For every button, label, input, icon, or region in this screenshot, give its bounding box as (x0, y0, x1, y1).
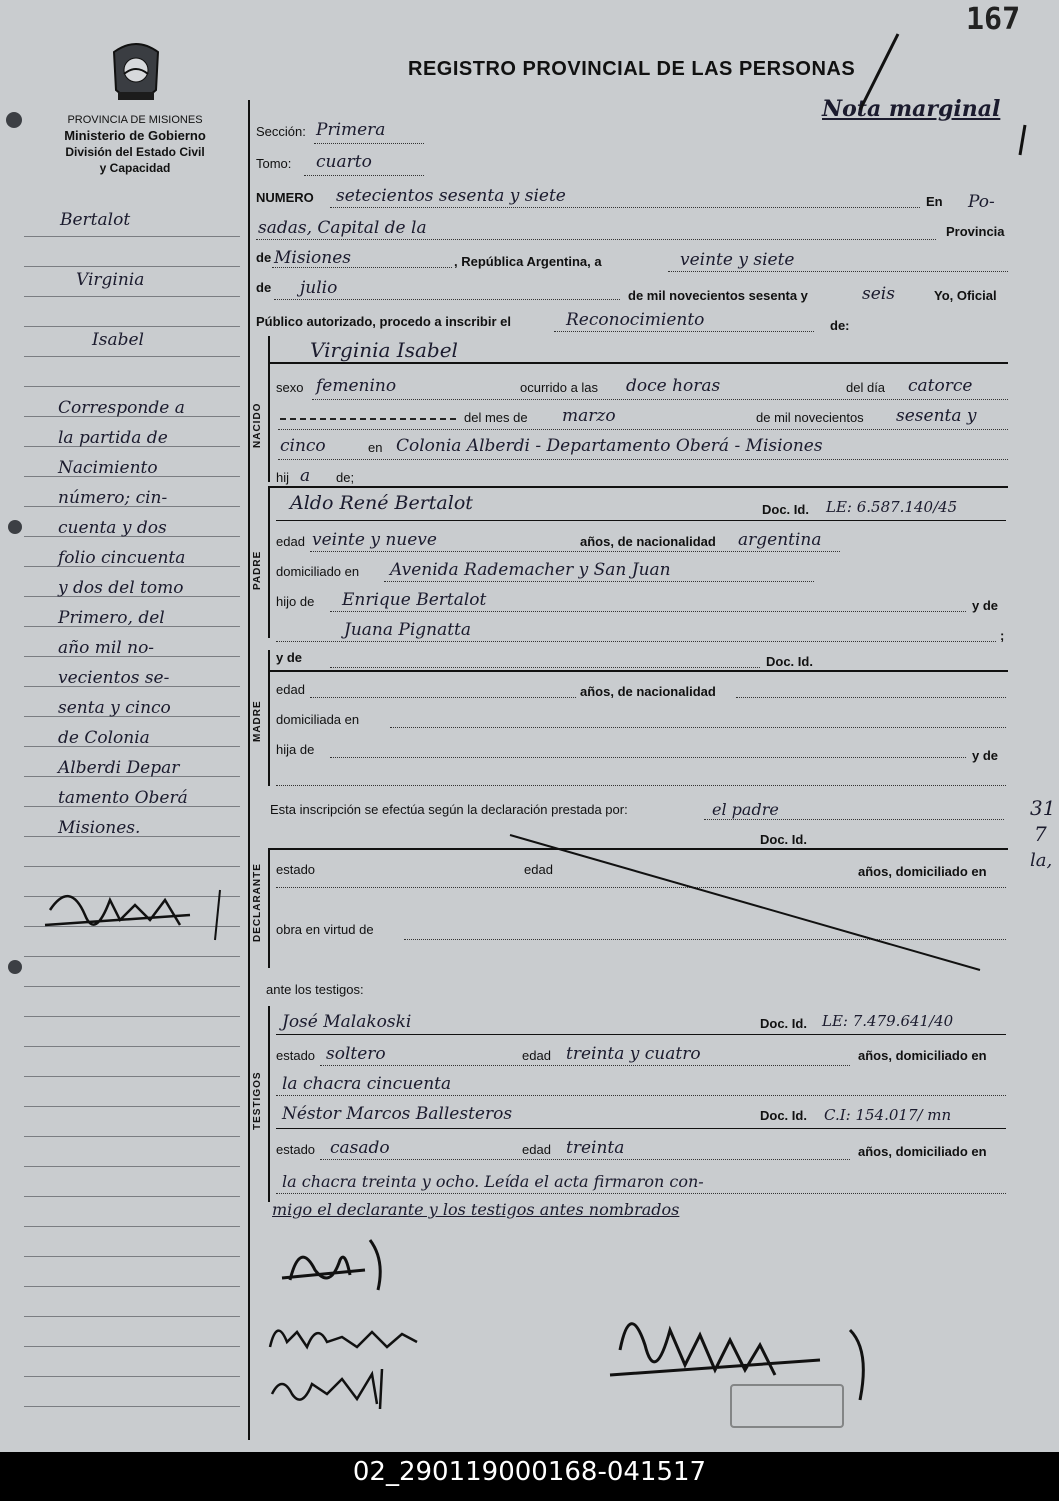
testigos-section-label: TESTIGOS (252, 1071, 263, 1130)
mes-label: del mes de (464, 410, 528, 425)
declarante-intro-value: el padre (712, 800, 779, 819)
madre-nac-label: años, de nacionalidad (580, 684, 716, 699)
tomo-label: Tomo: (256, 156, 292, 171)
padre-edad-value: veinte y nueve (312, 530, 437, 550)
padre-yde-label: y de (972, 598, 999, 613)
testigo2-doc-value: C.I: 154.017/ mn (824, 1106, 952, 1124)
padre-section-label: PADRE (252, 550, 263, 590)
hijo-label: hij (276, 470, 290, 485)
madre-doc-label: Doc. Id. (766, 654, 813, 669)
en-label: En (926, 194, 943, 209)
testigo2-edad-label: edad (522, 1142, 551, 1157)
padre-nac-value: argentina (738, 530, 822, 550)
declarante-section-label: DECLARANTE (252, 863, 263, 942)
hijo-value: a (300, 466, 311, 486)
mil-label: de mil novecientos sesenta y (628, 288, 808, 303)
dash-line (280, 418, 456, 420)
declarante-virtud-label: obra en virtud de (276, 922, 374, 937)
seccion-value: Primera (316, 120, 386, 140)
testigo1-dom-value: la chacra cincuenta (282, 1074, 452, 1094)
testigo2-edad-value: treinta (566, 1138, 625, 1158)
padre-semicolon: ; (1000, 628, 1005, 643)
document-title: REGISTRO PROVINCIAL DE LAS PERSONAS (408, 58, 856, 80)
testigo1-doc-label: Doc. Id. (760, 1016, 807, 1031)
madre-edad-label: edad (276, 682, 305, 697)
binding-hole-bottom (8, 960, 22, 974)
mes-value: julio (300, 278, 338, 298)
padre-nombre: Aldo René Bertalot (290, 492, 473, 514)
madre-section-label: MADRE (252, 700, 263, 742)
note-line: senta y cinco (58, 698, 171, 718)
margin-bracket (840, 30, 1040, 160)
anio-nacimiento-value: sesenta y (896, 406, 977, 426)
de-colon-label: de: (830, 318, 850, 333)
madre-yde2-label: y de (972, 748, 999, 763)
declarante-intro-label: Esta inscripción se efectúa según la declaración prestada por: (270, 802, 628, 817)
en-nac-label: en (368, 440, 383, 455)
declarante-dom-label: años, domiciliado en (858, 864, 987, 879)
numero-label: NUMERO (256, 190, 314, 205)
right-edge-mark: 31 (1030, 796, 1056, 820)
note-line: Isabel (92, 330, 144, 350)
padre-dom-value: Avenida Rademacher y San Juan (390, 560, 671, 580)
sexo-value: femenino (316, 376, 397, 396)
testigos-bracket (268, 1006, 270, 1202)
declarante-estado-label: estado (276, 862, 316, 877)
city-value: sadas, Capital de la (258, 218, 427, 238)
note-line: folio cincuenta (58, 548, 186, 568)
note-line: Nacimiento (58, 458, 158, 478)
testigo1-doc-value: LE: 7.479.641/40 (822, 1012, 954, 1030)
note-line: Alberdi Depar (58, 758, 180, 778)
padre-nac-label: años, de nacionalidad (580, 534, 716, 549)
ocurrido-label: ocurrido a las (520, 380, 599, 395)
mil-nac-label: de mil novecientos (756, 410, 864, 425)
page-number: 167 (966, 2, 1021, 37)
anio-value: seis (862, 284, 895, 304)
testigo1-dom-label: años, domiciliado en (858, 1048, 987, 1063)
note-line: tamento Oberá (58, 788, 188, 808)
testigo1-estado-label: estado (276, 1048, 316, 1063)
nacido-section-label: NACIDO (252, 402, 263, 448)
madre-hija-label: hija de (276, 742, 315, 757)
testigo2-signature (262, 1364, 412, 1414)
note-line: de Colonia (58, 728, 150, 748)
closing-text: migo el declarante y los testigos antes nombrados (272, 1200, 680, 1219)
mes-nacimiento-value: marzo (562, 406, 616, 426)
anio-nacimiento-value-2: cinco (280, 436, 326, 456)
testigo1-estado-value: soltero (326, 1044, 386, 1064)
lugar-value: Colonia Alberdi - Departamento Oberá - Misiones (396, 436, 823, 456)
madre-dom-label: domiciliada en (276, 712, 360, 727)
binding-hole-middle (8, 520, 22, 534)
dia-label: del día (846, 380, 886, 395)
left-divider (248, 100, 250, 1440)
testigo1-edad-label: edad (522, 1048, 551, 1063)
dia-nacimiento-value: catorce (908, 376, 973, 396)
binding-hole-top (6, 112, 22, 128)
de-label-2: de (256, 280, 272, 295)
tomo-value: cuarto (316, 152, 372, 172)
note-line: vecientos se- (58, 668, 170, 688)
padre-doc-value: LE: 6.587.140/45 (826, 498, 958, 516)
declarante-signature (270, 1230, 410, 1300)
note-line: Corresponde a (58, 398, 185, 418)
note-line: Primero, del (58, 608, 165, 628)
declarante-doc-label: Doc. Id. (760, 832, 807, 847)
org-header (40, 112, 230, 176)
official-stamp (730, 1384, 844, 1428)
padre-doc-label: Doc. Id. (762, 502, 809, 517)
padre-bracket (268, 488, 270, 638)
testigo2-dom-value: la chacra treinta y ocho. Leída el acta firmaron con- (282, 1172, 704, 1191)
republica-label: , República Argentina, a (454, 254, 602, 269)
padre-edad-label: edad (276, 534, 305, 549)
right-edge-mark: 7 (1034, 822, 1047, 846)
oficial-label: Yo, Oficial (934, 288, 997, 303)
testigo2-estado-label: estado (276, 1142, 316, 1157)
abuela-value: Juana Pignatta (344, 620, 472, 640)
right-edge-mark: la, (1030, 850, 1053, 871)
org-province: PROVINCIA DE MISIONES (67, 114, 203, 126)
org-division: División del Estado Civil (65, 145, 205, 159)
note-line: número; cin- (58, 488, 168, 508)
org-ministry: Ministerio de Gobierno (64, 128, 206, 143)
abuelo-value: Enrique Bertalot (342, 590, 487, 610)
testigo2-estado-value: casado (330, 1138, 390, 1158)
madre-yde-label: y de (276, 650, 303, 665)
note-line: la partida de (58, 428, 168, 448)
nacido-nombre: Virginia Isabel (310, 338, 458, 362)
declarante-edad-label: edad (524, 862, 553, 877)
testigo2-nombre: Néstor Marcos Ballesteros (282, 1104, 513, 1124)
provincia-value: Misiones (274, 248, 351, 268)
declarante-strike-line (270, 830, 1010, 980)
testigo2-dom-label: años, domiciliado en (858, 1144, 987, 1159)
madre-bracket (268, 650, 270, 786)
publico-label: Público autorizado, procedo a inscribir el (256, 314, 511, 329)
coat-of-arms-seal (108, 34, 164, 108)
hora-value: doce horas (626, 376, 721, 396)
scan-id-footer: 02_290119000168-041517 (0, 1452, 1059, 1501)
note-line: Bertalot (60, 210, 131, 230)
seccion-label: Sección: (256, 124, 306, 139)
de-label: de (256, 250, 272, 265)
note-line: cuenta y dos (58, 518, 167, 538)
en-value: Po- (968, 192, 995, 212)
provincia-label: Provincia (946, 224, 1005, 239)
org-capacity: y Capacidad (99, 161, 171, 175)
de-semicolon-label: de; (336, 470, 355, 485)
note-line: y dos del tomo (58, 578, 184, 598)
margin-note-title: Nota marginal (822, 96, 1001, 122)
numero-value: setecientos sesenta y siete (336, 186, 566, 206)
testigo1-nombre: José Malakoski (282, 1012, 412, 1032)
testigos-intro-label: ante los testigos: (266, 982, 364, 997)
nacido-bracket (268, 336, 270, 482)
testigo1-signature (262, 1312, 432, 1362)
padre-hijo-label: hijo de (276, 594, 315, 609)
dia-value: veinte y siete (680, 250, 795, 270)
testigo2-doc-label: Doc. Id. (760, 1108, 807, 1123)
testigo1-edad-value: treinta y cuatro (566, 1044, 701, 1064)
padre-dom-label: domiciliado en (276, 564, 360, 579)
note-line: Virginia (76, 270, 145, 290)
acto-value: Reconocimiento (566, 310, 705, 330)
note-line: año mil no- (58, 638, 155, 658)
left-signature (40, 870, 240, 950)
sexo-label: sexo (276, 380, 304, 395)
note-line: Misiones. (58, 818, 141, 838)
